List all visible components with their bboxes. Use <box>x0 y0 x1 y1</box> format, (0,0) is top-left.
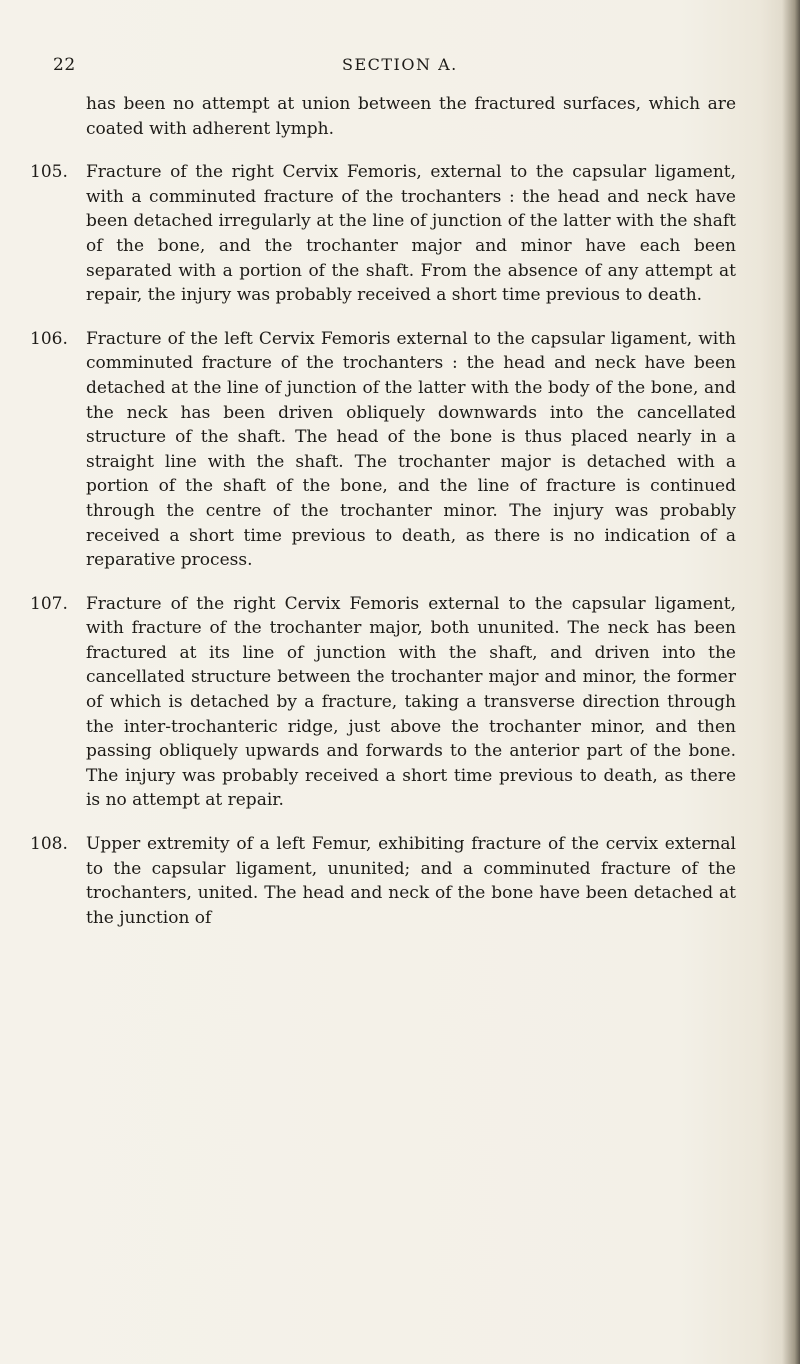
page-edge-shadow <box>782 0 800 1364</box>
catalogue-entry-105 <box>30 160 736 308</box>
entry-text: Upper extremity of a left Femur, exhibiting fracture of the cervix external to the capsular ligament, ununited; and a comminuted fracture of the trochanters, united. The head and neck of the bone have been detached at the junction of <box>86 834 736 928</box>
entry-text: Fracture of the right Cervix Femoris, external to the capsular ligament, with a comminuted fracture of the trochanters : the head and neck have been detached irregularly at the line of junction of the latter with the shaft of the bone, and the trochanter major and minor have each been separated with a portion of the shaft. From the absence of any attempt at repair, the injury was probably received a short time previous to death. <box>86 162 736 306</box>
catalogue-entry-108 <box>30 832 736 930</box>
catalogue-entry-107 <box>30 592 736 813</box>
page-number: 22 <box>53 55 76 75</box>
entry-number: 105. <box>30 162 68 183</box>
running-head: SECTION A. <box>342 55 458 74</box>
continuation-paragraph: has been no attempt at union between the fractured surfaces, which are coated with adherent lymph. <box>86 94 736 139</box>
entry-number: 107. <box>30 593 68 614</box>
entry-number: 106. <box>30 328 68 349</box>
entry-text: Fracture of the left Cervix Femoris external to the capsular ligament, with comminuted fracture of the trochanters : the head and neck have been detached at the line of junction of the latter with the body of the bone, and the neck has been driven obliquely downwards into the cancellated structure of the shaft. The head of the bone is thus placed nearly in a straight line with the shaft. The trochanter major is detached with a portion of the shaft of the bone, and the line of fracture is continued through the centre of the trochanter minor. The injury was probably received a short time previous to death, as there is no indication of a reparative process. <box>86 328 736 571</box>
page-header <box>0 55 800 83</box>
page-body <box>30 92 736 949</box>
catalogue-entry-106 <box>30 327 736 573</box>
entry-number: 108. <box>30 834 68 855</box>
entry-text: Fracture of the right Cervix Femoris external to the capsular ligament, with fracture of the trochanter major, both ununited. The neck has been fractured at its line of junction with the shaft, and driven into the cancellated structure between the trochanter major and minor, the former of which is detached by a fracture, taking a transverse direction through the inter-trochanteric ridge, just above the trochanter minor, and then passing obliquely upwards and forwards to the anterior part of the bone. The injury was probably received a short time previous to death, as there is no attempt at repair. <box>86 593 736 811</box>
